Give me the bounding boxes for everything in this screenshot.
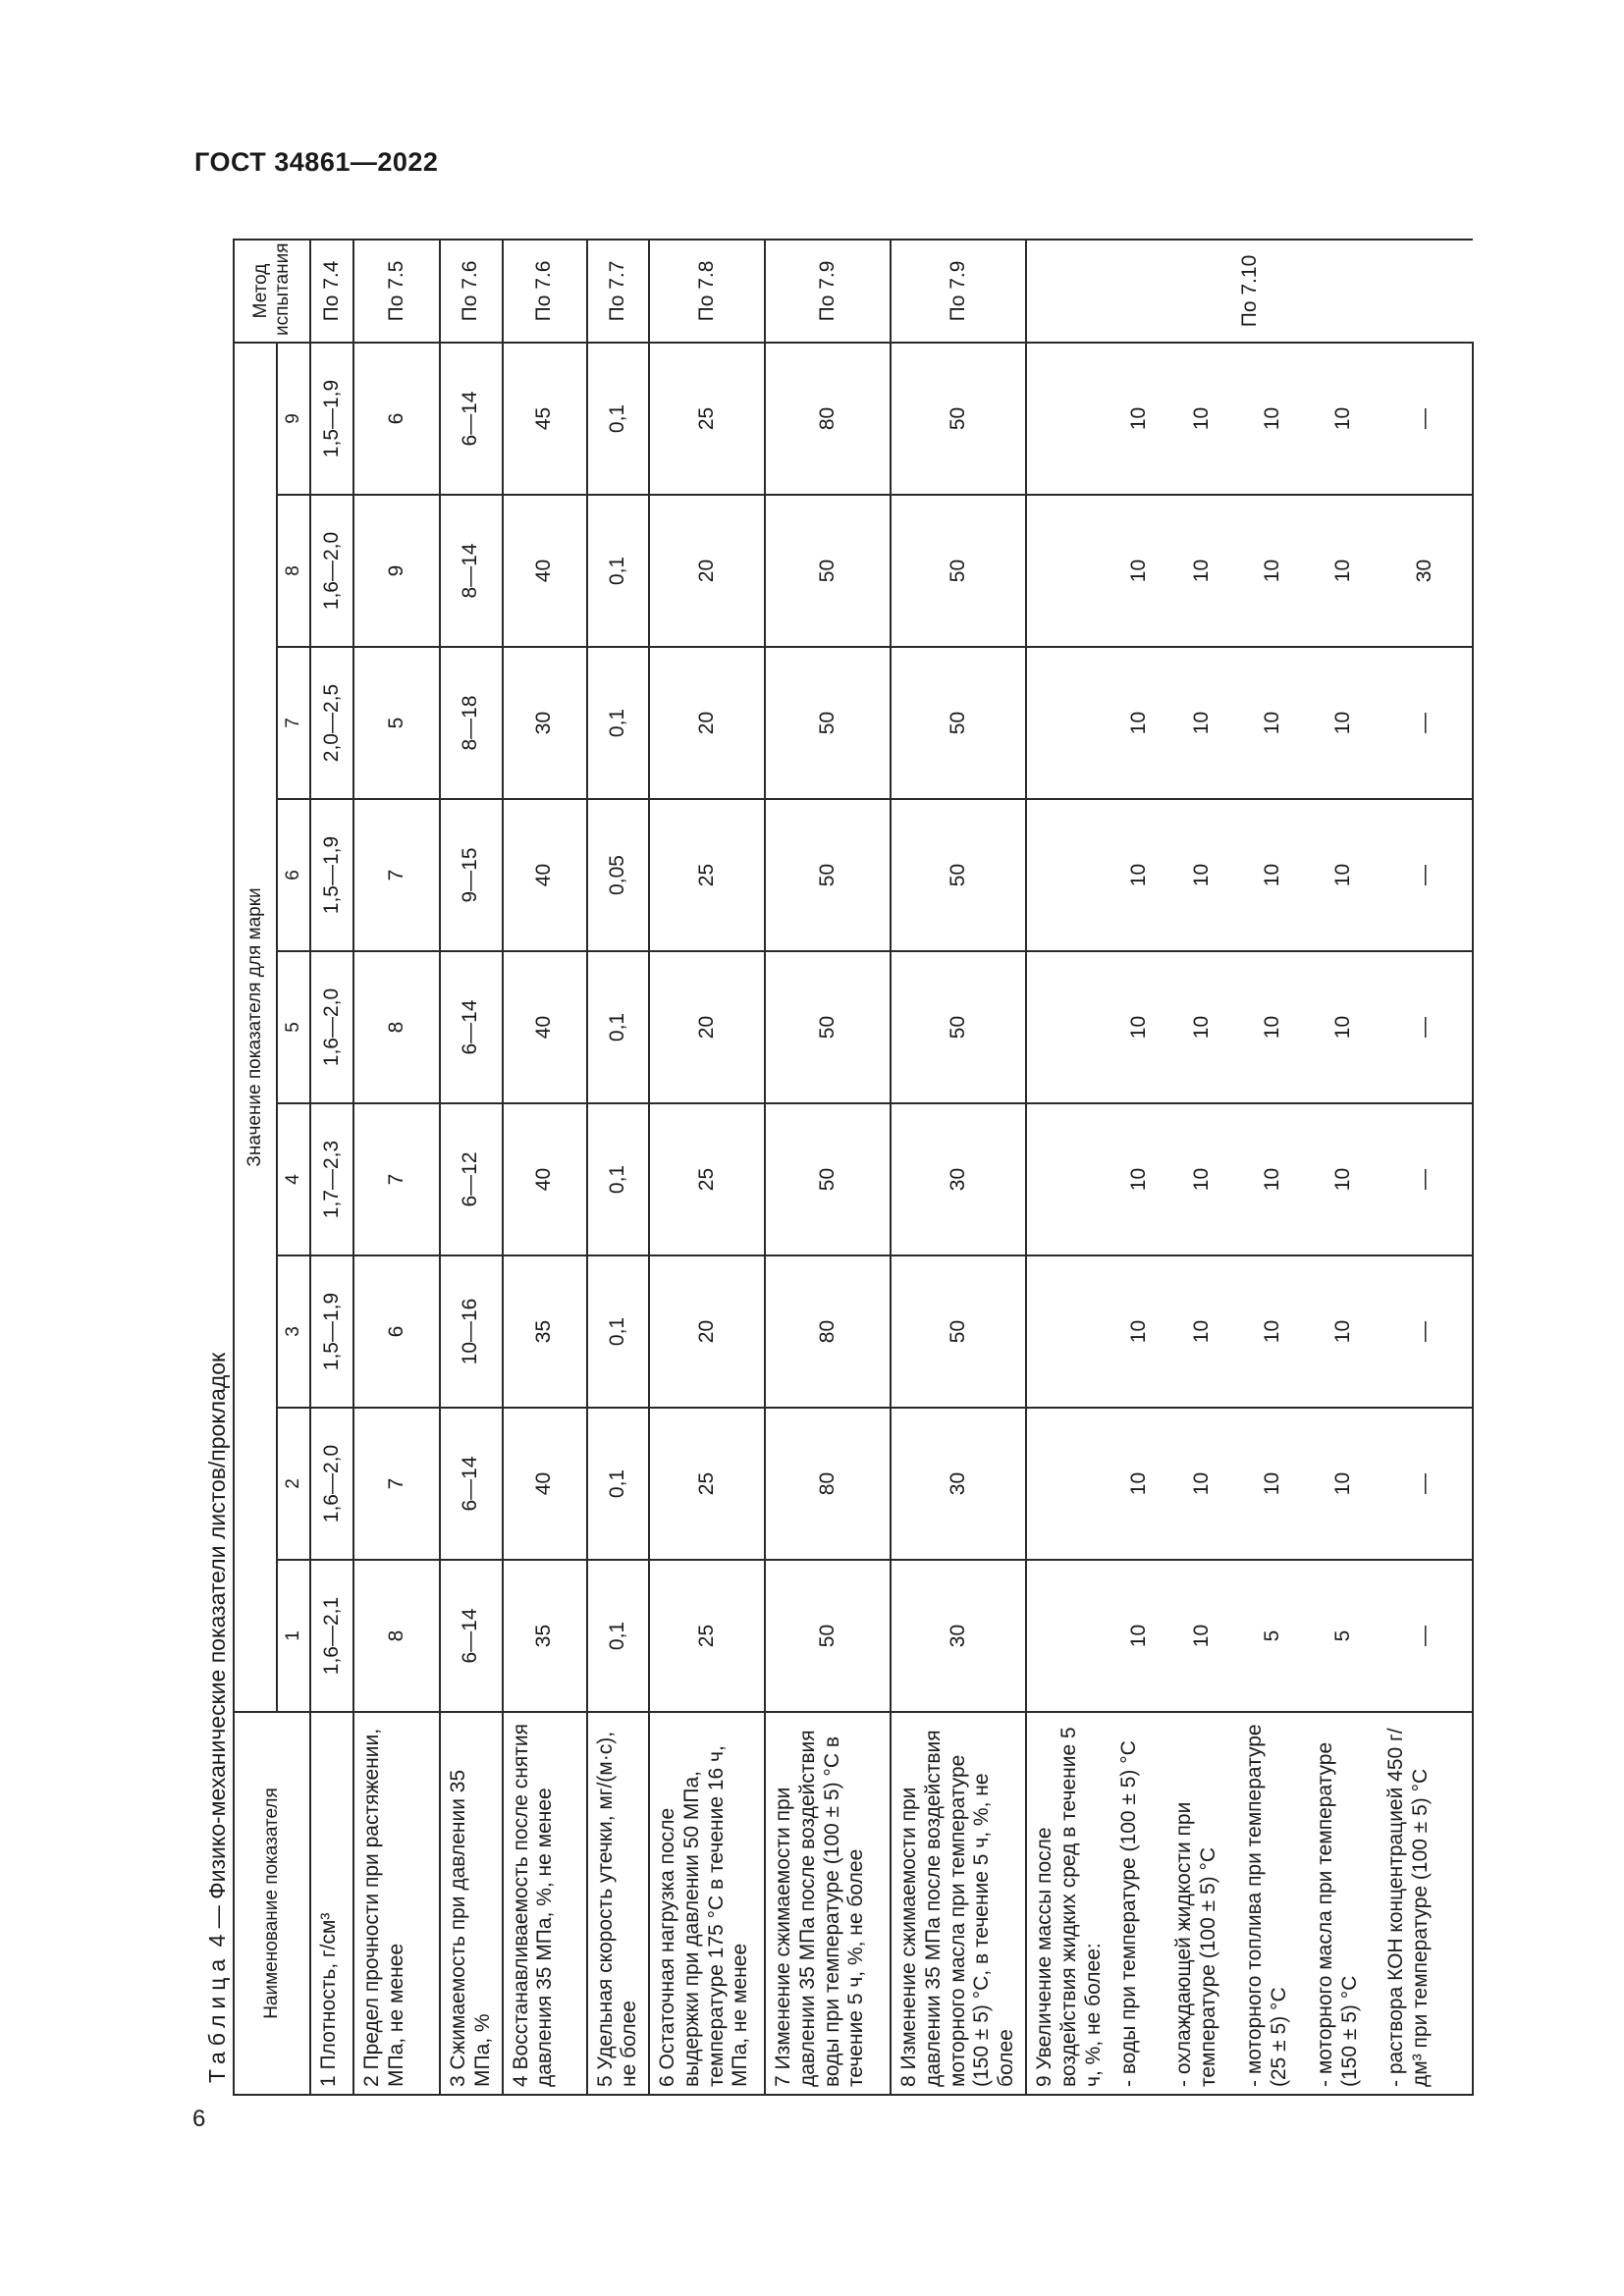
- value-cell: 10: [1111, 1255, 1166, 1408]
- row-name: 8 Изменение сжимаемости при давлении 35 МПа после воздействия моторного масла при температуре (150 ± 5) °С, в течение 5 ч, %, не более: [891, 1712, 1026, 2095]
- table-row: [1111, 240, 1166, 2095]
- value-cell: 50: [891, 1255, 1026, 1408]
- empty-cell: [1026, 799, 1111, 951]
- value-cell: 80: [765, 1408, 891, 1560]
- value-cell: 10: [1111, 495, 1166, 647]
- value-cell: 6—14: [440, 343, 503, 495]
- table-body: [310, 240, 1473, 2095]
- value-cell: 25: [649, 1560, 765, 1712]
- value-cell: 40: [503, 495, 587, 647]
- value-cell: 35: [503, 1255, 587, 1408]
- value-cell: —: [1379, 951, 1473, 1103]
- grade-header-4: 4: [277, 1103, 310, 1255]
- value-cell: 50: [765, 799, 891, 951]
- value-cell: 10: [1237, 1103, 1308, 1255]
- method-cell: По 7.8: [649, 240, 765, 343]
- grade-header-5: 5: [277, 951, 310, 1103]
- table-row: [1026, 240, 1111, 2095]
- page-number: 6: [192, 2106, 206, 2132]
- value-cell: 1,6—2,1: [310, 1560, 353, 1712]
- value-cell: 0,1: [587, 1408, 650, 1560]
- column-header-method: Метод испытания: [234, 240, 310, 343]
- method-cell: По 7.7: [587, 240, 650, 343]
- table-row: [1308, 240, 1379, 2095]
- value-cell: 50: [765, 647, 891, 799]
- value-cell: 20: [649, 495, 765, 647]
- value-cell: 45: [503, 343, 587, 495]
- value-cell: 10: [1237, 647, 1308, 799]
- value-cell: 50: [765, 1103, 891, 1255]
- subrow-name: - моторного масла при температуре (150 ± 5) °С: [1308, 1712, 1379, 2095]
- value-cell: 30: [891, 1408, 1026, 1560]
- table-row: [1379, 240, 1473, 2095]
- value-cell: 25: [649, 343, 765, 495]
- empty-cell: [1026, 951, 1111, 1103]
- method-cell: По 7.9: [765, 240, 891, 343]
- value-cell: 0,1: [587, 1103, 650, 1255]
- row-name: 9 Увеличение массы после воздействия жидких сред в течение 5 ч, %, не более:: [1026, 1712, 1111, 2095]
- value-cell: 1,6—2,0: [310, 495, 353, 647]
- value-cell: 10: [1308, 799, 1379, 951]
- value-cell: 50: [891, 343, 1026, 495]
- value-cell: 7: [353, 1103, 440, 1255]
- value-cell: 10: [1166, 799, 1237, 951]
- empty-cell: [1026, 495, 1111, 647]
- row-name: 4 Восстанавливаемость после снятия давления 35 МПа, %, не менее: [503, 1712, 587, 2095]
- subrow-name: - охлаждающей жидкости при температуре (100 ± 5) °С: [1166, 1712, 1237, 2095]
- value-cell: 10: [1166, 1408, 1237, 1560]
- value-cell: 10: [1111, 951, 1166, 1103]
- value-cell: 50: [891, 799, 1026, 951]
- value-cell: 10: [1111, 343, 1166, 495]
- table-caption-text: 4 — Физико-механические показатели листов/прокладок: [204, 1352, 230, 1948]
- value-cell: 50: [765, 951, 891, 1103]
- value-cell: 10: [1111, 647, 1166, 799]
- grade-header-2: 2: [277, 1408, 310, 1560]
- table-row: [765, 240, 891, 2095]
- value-cell: 10: [1166, 1103, 1237, 1255]
- subrow-name: - моторного топлива при температуре (25 ± 5) °С: [1237, 1712, 1308, 2095]
- value-cell: 6: [353, 1255, 440, 1408]
- value-cell: 1,5—1,9: [310, 343, 353, 495]
- row-name: 2 Предел прочности при растяжении, МПа, не менее: [353, 1712, 440, 2095]
- value-cell: 40: [503, 799, 587, 951]
- value-cell: 10: [1237, 1255, 1308, 1408]
- empty-cell: [1026, 1560, 1111, 1712]
- value-cell: 10: [1166, 647, 1237, 799]
- empty-cell: [1026, 1103, 1111, 1255]
- value-cell: 1,6—2,0: [310, 1408, 353, 1560]
- value-cell: 8: [353, 951, 440, 1103]
- document-code: ГОСТ 34861—2022: [194, 147, 439, 177]
- method-cell: По 7.6: [503, 240, 587, 343]
- value-cell: —: [1379, 1560, 1473, 1712]
- value-cell: 6—14: [440, 1560, 503, 1712]
- value-cell: 40: [503, 951, 587, 1103]
- grade-header-6: 6: [277, 799, 310, 951]
- value-cell: 10: [1308, 1408, 1379, 1560]
- value-cell: 10: [1166, 343, 1237, 495]
- value-cell: 8: [353, 1560, 440, 1712]
- table-row: [587, 240, 650, 2095]
- value-cell: 40: [503, 1408, 587, 1560]
- value-cell: 20: [649, 951, 765, 1103]
- value-cell: 10: [1308, 1103, 1379, 1255]
- value-cell: 10: [1308, 1255, 1379, 1408]
- value-cell: 10: [1111, 1408, 1166, 1560]
- value-cell: 7: [353, 799, 440, 951]
- value-cell: 25: [649, 1103, 765, 1255]
- table-row: [440, 240, 503, 2095]
- value-cell: 50: [891, 647, 1026, 799]
- value-cell: 6—14: [440, 951, 503, 1103]
- row-name: 3 Сжимаемость при давлении 35 МПа, %: [440, 1712, 503, 2095]
- value-cell: 0,05: [587, 799, 650, 951]
- value-cell: 10: [1111, 799, 1166, 951]
- value-cell: —: [1379, 647, 1473, 799]
- subrow-name: - раствора КОН концентрацией 450 г/дм³ при температуре (100 ± 5) °С: [1379, 1712, 1473, 2095]
- value-cell: 0,1: [587, 495, 650, 647]
- row-name: 1 Плотность, г/см³: [310, 1712, 353, 2095]
- value-cell: 40: [503, 1103, 587, 1255]
- table-row: [649, 240, 765, 2095]
- value-cell: 7: [353, 1408, 440, 1560]
- table-row: [310, 240, 353, 2095]
- value-cell: 10: [1166, 951, 1237, 1103]
- method-cell: По 7.10: [1026, 240, 1473, 343]
- row-name: 6 Остаточная нагрузка после выдержки при давлении 50 МПа, температуре 175 °С в течение 16 ч, МПа, не менее: [649, 1712, 765, 2095]
- value-cell: 80: [765, 343, 891, 495]
- value-cell: —: [1379, 1255, 1473, 1408]
- value-cell: 6: [353, 343, 440, 495]
- value-cell: 5: [1308, 1560, 1379, 1712]
- value-cell: 10: [1237, 799, 1308, 951]
- value-cell: 35: [503, 1560, 587, 1712]
- grade-header-9: 9: [277, 343, 310, 495]
- value-cell: 6—12: [440, 1103, 503, 1255]
- method-cell: По 7.5: [353, 240, 440, 343]
- value-cell: 10: [1237, 343, 1308, 495]
- value-cell: 0,1: [587, 1255, 650, 1408]
- row-name: 7 Изменение сжимаемости при давлении 35 МПа после воздействия воды при температуре (100 ± 5) °С в течение 5 ч, %, не более: [765, 1712, 891, 2095]
- value-cell: 10: [1308, 647, 1379, 799]
- value-cell: —: [1379, 1408, 1473, 1560]
- value-cell: 0,1: [587, 647, 650, 799]
- empty-cell: [1026, 343, 1111, 495]
- value-cell: —: [1379, 343, 1473, 495]
- value-cell: 20: [649, 1255, 765, 1408]
- empty-cell: [1026, 647, 1111, 799]
- properties-table: [233, 239, 1474, 2096]
- table-caption: [204, 1353, 231, 2083]
- table-row: [1237, 240, 1308, 2095]
- value-cell: 10—16: [440, 1255, 503, 1408]
- value-cell: 10: [1111, 1560, 1166, 1712]
- value-cell: 10: [1308, 951, 1379, 1103]
- table-container: [233, 240, 1436, 2096]
- value-cell: 50: [891, 951, 1026, 1103]
- value-cell: 50: [765, 495, 891, 647]
- value-cell: 50: [891, 495, 1026, 647]
- value-cell: 5: [1237, 1560, 1308, 1712]
- grade-header-3: 3: [277, 1255, 310, 1408]
- value-cell: 80: [765, 1255, 891, 1408]
- empty-cell: [1026, 1255, 1111, 1408]
- value-cell: 30: [1379, 495, 1473, 647]
- method-cell: По 7.9: [891, 240, 1026, 343]
- subrow-name: - воды при температуре (100 ± 5) °С: [1111, 1712, 1166, 2095]
- value-cell: 0,1: [587, 343, 650, 495]
- value-cell: 1,6—2,0: [310, 951, 353, 1103]
- value-cell: 10: [1237, 1408, 1308, 1560]
- method-cell: По 7.6: [440, 240, 503, 343]
- value-cell: 8—14: [440, 495, 503, 647]
- value-cell: 5: [353, 647, 440, 799]
- value-cell: 25: [649, 799, 765, 951]
- row-name: 5 Удельная скорость утечки, мг/(м·с), не более: [587, 1712, 650, 2095]
- value-cell: 1,7—2,3: [310, 1103, 353, 1255]
- value-cell: 20: [649, 647, 765, 799]
- grade-header-1: 1: [277, 1560, 310, 1712]
- value-cell: 1,5—1,9: [310, 1255, 353, 1408]
- value-cell: —: [1379, 1103, 1473, 1255]
- value-cell: 0,1: [587, 951, 650, 1103]
- value-cell: 10: [1237, 951, 1308, 1103]
- value-cell: 30: [891, 1560, 1026, 1712]
- value-cell: —: [1379, 799, 1473, 951]
- value-cell: 30: [503, 647, 587, 799]
- value-cell: 0,1: [587, 1560, 650, 1712]
- value-cell: 10: [1111, 1103, 1166, 1255]
- value-cell: 30: [891, 1103, 1026, 1255]
- table-row: [891, 240, 1026, 2095]
- value-cell: 10: [1308, 343, 1379, 495]
- value-cell: 6—14: [440, 1408, 503, 1560]
- value-cell: 8—18: [440, 647, 503, 799]
- grade-header-8: 8: [277, 495, 310, 647]
- table-row: [353, 240, 440, 2095]
- grade-header-7: 7: [277, 647, 310, 799]
- value-cell: 10: [1237, 495, 1308, 647]
- column-header-group: Значение показателя для марки: [234, 343, 277, 1712]
- value-cell: 9: [353, 495, 440, 647]
- value-cell: 10: [1166, 495, 1237, 647]
- value-cell: 2,0—2,5: [310, 647, 353, 799]
- method-cell: По 7.4: [310, 240, 353, 343]
- value-cell: 50: [765, 1560, 891, 1712]
- value-cell: 10: [1166, 1255, 1237, 1408]
- empty-cell: [1026, 1408, 1111, 1560]
- table-row: [503, 240, 587, 2095]
- table-row: [1166, 240, 1237, 2095]
- column-header-name: Наименование показателя: [234, 1712, 310, 2095]
- value-cell: 10: [1308, 495, 1379, 647]
- value-cell: 9—15: [440, 799, 503, 951]
- table-caption-prefix: Таблица: [204, 1952, 230, 2083]
- value-cell: 10: [1166, 1560, 1237, 1712]
- value-cell: 1,5—1,9: [310, 799, 353, 951]
- value-cell: 25: [649, 1408, 765, 1560]
